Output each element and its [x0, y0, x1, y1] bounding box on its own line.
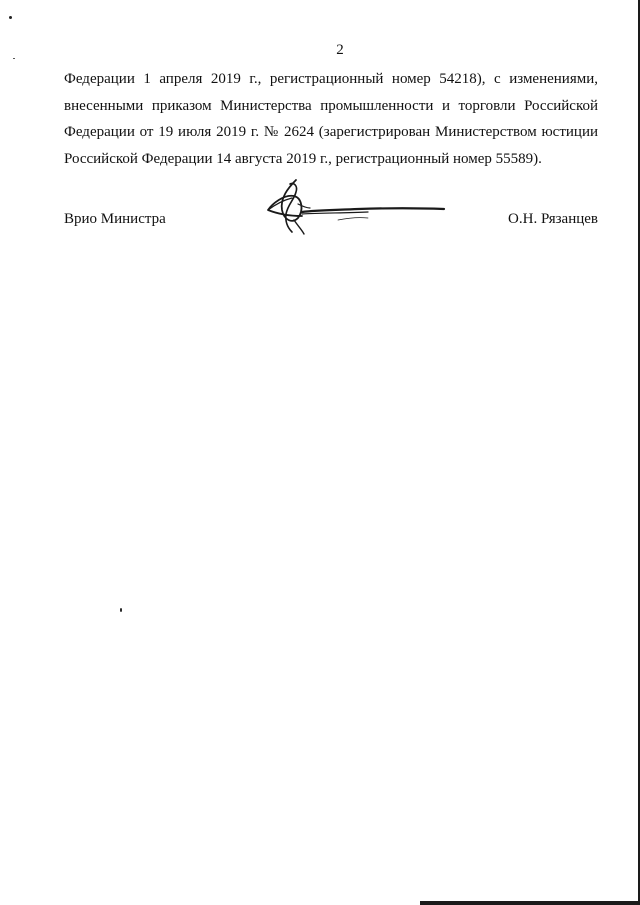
scan-speck — [9, 16, 12, 19]
signatory-name: О.Н. Рязанцев — [508, 211, 598, 227]
scan-border-bottom — [420, 901, 640, 905]
body-line: Федерации 1 апреля 2019 г., регистрационный номер 54218), с изменениями, — [64, 71, 598, 87]
page-number: 2 — [336, 42, 344, 58]
scan-speck — [120, 608, 122, 612]
body-line: Российской Федерации 14 августа 2019 г., регистрационный номер 55589). — [64, 150, 542, 167]
body-paragraph — [64, 66, 598, 172]
body-line: Федерации от 19 июля 2019 г. № 2624 (зарегистрирован Министерством юстиции — [64, 124, 598, 140]
signatory-title: Врио Министра — [64, 211, 166, 227]
handwritten-signature — [258, 174, 450, 238]
body-line: внесенными приказом Министерства промышленности и торговли Российской — [64, 97, 598, 114]
